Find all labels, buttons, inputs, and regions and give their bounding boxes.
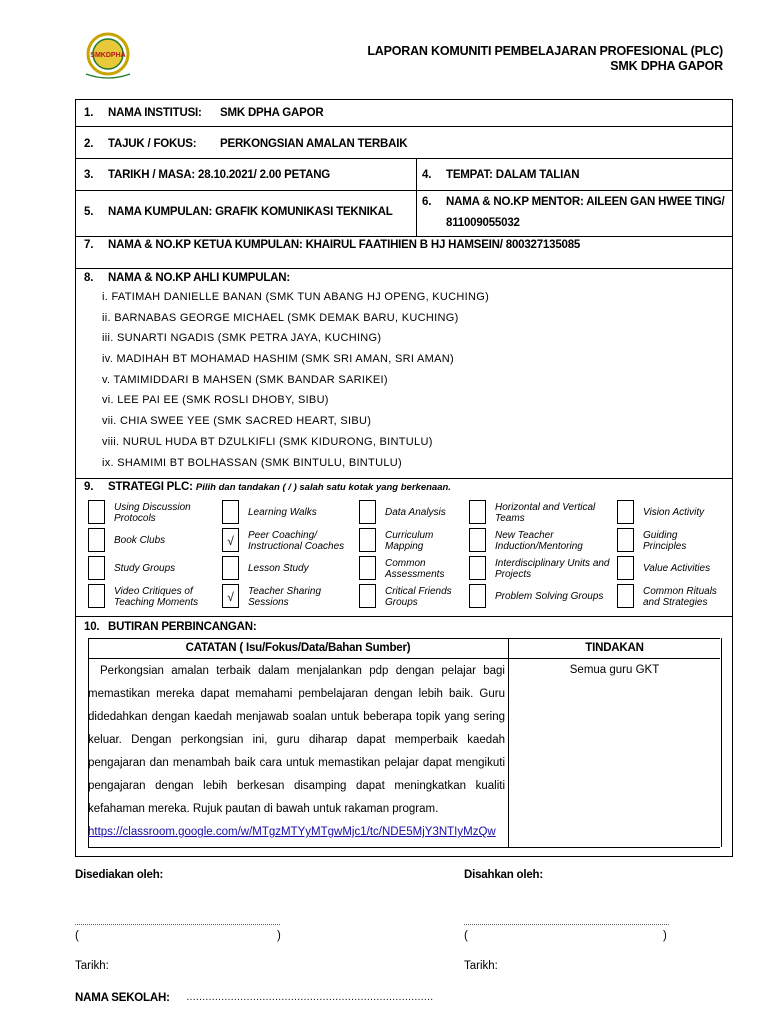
prepared-paren-close: ) [277,930,281,942]
member-item: iii. SUNARTI NGADIS (SMK PETRA JAYA, KUCHING) [102,332,382,344]
member-item: vi. LEE PAI EE (SMK ROSLI DHOBY, SIBU) [102,394,329,406]
strategy-checkbox[interactable] [359,556,376,580]
catatan-content [88,660,505,844]
prepared-by-label: Disediakan oleh: [75,869,164,881]
strategy-checkbox[interactable]: √ [222,584,239,608]
member-item: v. TAMIMIDDARI B MAHSEN (SMK BANDAR SARIKEI) [102,374,388,386]
strategy-checkbox[interactable] [469,584,486,608]
strategy-option: Lesson Study [248,563,309,574]
row-tajuk-fokus: 2. TAJUK / FOKUS: [84,138,197,150]
mentor-ic: 811009055032 [446,217,520,229]
strategy-option: Data Analysis [385,507,446,518]
row-tarikh-masa: 3. TARIKH / MASA: 28.10.2021/ 2.00 PETANG [84,169,331,181]
strategy-option: Vision Activity [643,507,705,518]
school-name: SMK DPHA GAPOR [610,59,723,73]
strategy-option: Critical Friends Groups [385,586,452,608]
report-title: LAPORAN KOMUNITI PEMBELAJARAN PROFESIONAL (PLC) [367,44,723,58]
row-mentor: 6. NAMA & NO.KP MENTOR: AILEEN GAN HWEE TING/ [422,196,725,208]
strategy-option: Common Assessments [385,558,445,580]
member-item: i. FATIMAH DANIELLE BANAN (SMK TUN ABANG HJ OPENG, KUCHING) [102,291,490,303]
recording-link[interactable]: https://classroom.google.com/w/MTgzMTYyMTgwMjc1/tc/NDE5MjY3NTIyMzQw [88,826,496,838]
strategy-option: Video Critiques of Teaching Moments [114,586,199,608]
tindakan-header: TINDAKAN [585,642,644,654]
approved-paren-open: ( [464,930,468,942]
row-butiran-perbincangan: 10. BUTIRAN PERBINCANGAN: [84,621,257,633]
row-nama-kumpulan: 5. NAMA KUMPULAN: GRAFIK KOMUNIKASI TEKNIKAL [84,206,393,218]
strategy-checkbox[interactable] [617,528,634,552]
strategy-checkbox[interactable]: √ [222,528,239,552]
member-item: iv. MADIHAH BT MOHAMAD HASHIM (SMK SRI AMAN, SRI AMAN) [102,353,454,365]
member-item: viii. NURUL HUDA BT DZULKIFLI (SMK KIDURONG, BINTULU) [102,436,433,448]
strategy-checkbox[interactable] [469,556,486,580]
prepared-paren-open: ( [75,930,79,942]
row-nama-institusi: 1. NAMA INSTITUSI: [84,107,202,119]
strategy-option: Problem Solving Groups [495,591,604,602]
row-strategi: 9. STRATEGI PLC: Pilih dan tandakan ( / ) salah satu kotak yang berkenaan. [84,481,451,493]
plc-form [75,99,733,857]
strategy-option: Curriculum Mapping [385,530,434,552]
strategy-option: Learning Walks [248,507,317,518]
strategy-option: New Teacher Induction/Mentoring [495,530,583,552]
member-item: vii. CHIA SWEE YEE (SMK SACRED HEART, SIBU) [102,415,372,427]
strategy-checkbox[interactable] [359,528,376,552]
approved-signature-line [464,924,669,925]
catatan-header: CATATAN ( Isu/Fokus/Data/Bahan Sumber) [185,642,411,654]
strategy-checkbox[interactable] [617,500,634,524]
strategy-checkbox[interactable] [617,556,634,580]
row-ketua-kumpulan: 7. NAMA & NO.KP KETUA KUMPULAN: KHAIRUL FAATIHIEN B HJ HAMSEIN/ 800327135085 [84,239,581,251]
row-tempat: 4. TEMPAT: DALAM TALIAN [422,169,580,181]
strategy-checkbox[interactable] [88,556,105,580]
school-name-label: NAMA SEKOLAH: [75,992,170,1004]
approved-paren-close: ) [663,930,667,942]
strategy-checkbox[interactable] [617,584,634,608]
strategy-option: Book Clubs [114,535,166,546]
strategy-checkbox[interactable] [469,528,486,552]
tajuk-fokus-value: PERKONGSIAN AMALAN TERBAIK [220,138,408,150]
strategy-option: Common Rituals and Strategies [643,586,717,608]
strategy-checkbox[interactable] [359,584,376,608]
strategy-option: Horizontal and Vertical Teams [495,502,596,524]
prepared-signature-line [75,924,280,925]
logo-text: SMKDPHA [90,52,126,59]
nama-institusi-value: SMK DPHA GAPOR [220,107,324,119]
strategy-checkbox[interactable] [222,556,239,580]
strategy-checkbox[interactable] [88,584,105,608]
approved-date-label: Tarikh: [464,960,498,972]
strategy-option: Guiding Principles [643,530,687,552]
school-name-dots: …………………………………………………………………… [186,992,433,1003]
strategi-instruction: Pilih dan tandakan ( / ) salah satu kotak yang berkenaan. [195,482,451,493]
member-item: ix. SHAMIMI BT BOLHASSAN (SMK BINTULU, BINTULU) [102,457,402,469]
row-ahli-kumpulan: 8. NAMA & NO.KP AHLI KUMPULAN: [84,272,290,284]
strategy-checkbox[interactable] [88,500,105,524]
catatan-text: Perkongsian amalan terbaik dalam menjalankan pdp dengan pelajar bagi memastikan mereka dapat memahami pembelajaran dengan lebih baik. Guru didedahkan dengan kaedah menjawab soalan untuk beberapa topik yang sering keluar. Dengan perkongsian ini, guru diharap dapat memperbaik kaedah pengajaran dan menambah baik cara untuk memastikan pelajar dapat mengikuti pengajaran dengan lebih berkesan disamping dapat meningkatkan kualiti kefahaman mereka. Rujuk pautan di bawah untuk rakaman program. [88,665,505,815]
school-crest-icon [78,30,138,82]
strategy-checkbox[interactable] [359,500,376,524]
strategy-option: Interdisciplinary Units and Projects [495,558,610,580]
approved-by-label: Disahkan oleh: [464,869,543,881]
strategy-checkbox[interactable] [88,528,105,552]
strategy-option: Value Activities [643,563,711,574]
tindakan-text: Semua guru GKT [569,664,660,676]
strategy-option: Peer Coaching/ Instructional Coaches [248,530,345,552]
strategy-checkbox[interactable] [222,500,239,524]
strategy-option: Using Discussion Protocols [114,502,191,524]
prepared-date-label: Tarikh: [75,960,109,972]
report-header [367,44,723,74]
strategy-checkbox[interactable] [469,500,486,524]
member-item: ii. BARNABAS GEORGE MICHAEL (SMK DEMAK BARU, KUCHING) [102,312,459,324]
strategy-option: Teacher Sharing Sessions [248,586,322,608]
strategy-option: Study Groups [114,563,176,574]
